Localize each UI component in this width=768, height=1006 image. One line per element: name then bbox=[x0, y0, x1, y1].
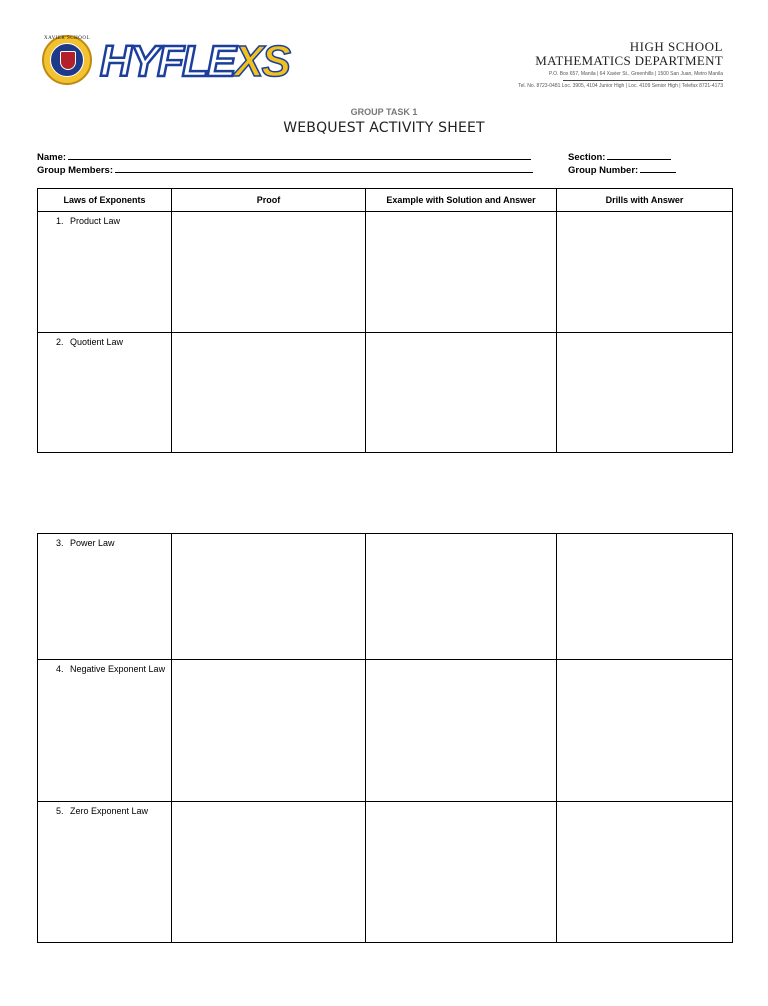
section-field[interactable] bbox=[568, 150, 671, 164]
name-blank[interactable] bbox=[68, 150, 531, 160]
table-row bbox=[38, 212, 733, 333]
law-number: 2. bbox=[56, 337, 64, 347]
logo-accent-text: XS bbox=[234, 37, 289, 86]
law-cell bbox=[38, 802, 172, 943]
group-members-blank[interactable] bbox=[115, 163, 533, 173]
department-block bbox=[518, 40, 723, 90]
table-row bbox=[38, 660, 733, 802]
law-cell bbox=[38, 212, 172, 333]
seal-text: XAVIER SCHOOL bbox=[44, 36, 90, 41]
proof-cell[interactable] bbox=[172, 212, 366, 333]
section-label: Section: bbox=[568, 152, 606, 163]
example-cell[interactable] bbox=[366, 333, 557, 453]
drills-cell[interactable] bbox=[557, 333, 733, 453]
drills-cell[interactable] bbox=[557, 534, 733, 660]
law-name: Quotient Law bbox=[70, 337, 124, 347]
seal-emblem bbox=[50, 43, 84, 77]
name-label: Name: bbox=[37, 152, 67, 163]
drills-cell[interactable] bbox=[557, 212, 733, 333]
table-row bbox=[38, 534, 733, 660]
header-example: Example with Solution and Answer bbox=[366, 189, 557, 212]
law-name: Product Law bbox=[70, 216, 121, 226]
header-laws-of-exponents: Laws of Exponents bbox=[38, 189, 172, 212]
page-title: WEBQUEST ACTIVITY SHEET bbox=[283, 120, 485, 136]
law-name: Zero Exponent Law bbox=[70, 806, 149, 816]
table-row bbox=[38, 333, 733, 453]
law-number: 4. bbox=[56, 664, 64, 674]
drills-cell[interactable] bbox=[557, 660, 733, 802]
proof-cell[interactable] bbox=[172, 333, 366, 453]
group-members-label: Group Members: bbox=[37, 165, 114, 176]
proof-cell[interactable] bbox=[172, 660, 366, 802]
activity-table-page-2 bbox=[37, 533, 733, 943]
law-name: Power Law bbox=[70, 538, 115, 548]
example-cell[interactable] bbox=[366, 802, 557, 943]
example-cell[interactable] bbox=[366, 212, 557, 333]
department-telephone: Tel. No. 8723-0481 Loc. 3905, 4104 Junior High | Loc. 4109 Senior High | Telefax 8721-4173 bbox=[518, 83, 723, 89]
department-address: P.O. Box 657, Manila | 64 Xavier St., Greenhills | 1500 San Juan, Metro Manila bbox=[549, 71, 723, 77]
group-number-field[interactable] bbox=[568, 163, 676, 177]
header-drills: Drills with Answer bbox=[557, 189, 733, 212]
proof-cell[interactable] bbox=[172, 802, 366, 943]
page-header bbox=[0, 0, 768, 100]
name-field[interactable] bbox=[37, 150, 531, 164]
group-number-label: Group Number: bbox=[568, 165, 639, 176]
drills-cell[interactable] bbox=[557, 802, 733, 943]
group-number-blank[interactable] bbox=[640, 163, 676, 173]
law-number: 5. bbox=[56, 806, 64, 816]
section-blank[interactable] bbox=[607, 150, 671, 160]
law-cell bbox=[38, 333, 172, 453]
header-proof: Proof bbox=[172, 189, 366, 212]
law-number: 3. bbox=[56, 538, 64, 548]
logo-main-text: HYFLE bbox=[100, 37, 235, 86]
example-cell[interactable] bbox=[366, 660, 557, 802]
example-cell[interactable] bbox=[366, 534, 557, 660]
group-task-label: GROUP TASK 1 bbox=[350, 107, 418, 117]
shield-icon bbox=[60, 51, 76, 70]
school-seal-logo bbox=[42, 35, 92, 85]
department-line-1: HIGH SCHOOL bbox=[629, 39, 723, 54]
table-row bbox=[38, 802, 733, 943]
law-name: Negative Exponent Law bbox=[70, 664, 166, 674]
activity-table-page-1 bbox=[37, 188, 733, 453]
table-header-row bbox=[38, 189, 733, 212]
group-members-field[interactable] bbox=[37, 163, 533, 177]
law-cell bbox=[38, 660, 172, 802]
department-line-2: MATHEMATICS DEPARTMENT bbox=[535, 53, 723, 68]
law-cell bbox=[38, 534, 172, 660]
hyflexs-logo bbox=[100, 36, 290, 88]
department-divider bbox=[563, 80, 723, 81]
law-number: 1. bbox=[56, 216, 64, 226]
proof-cell[interactable] bbox=[172, 534, 366, 660]
